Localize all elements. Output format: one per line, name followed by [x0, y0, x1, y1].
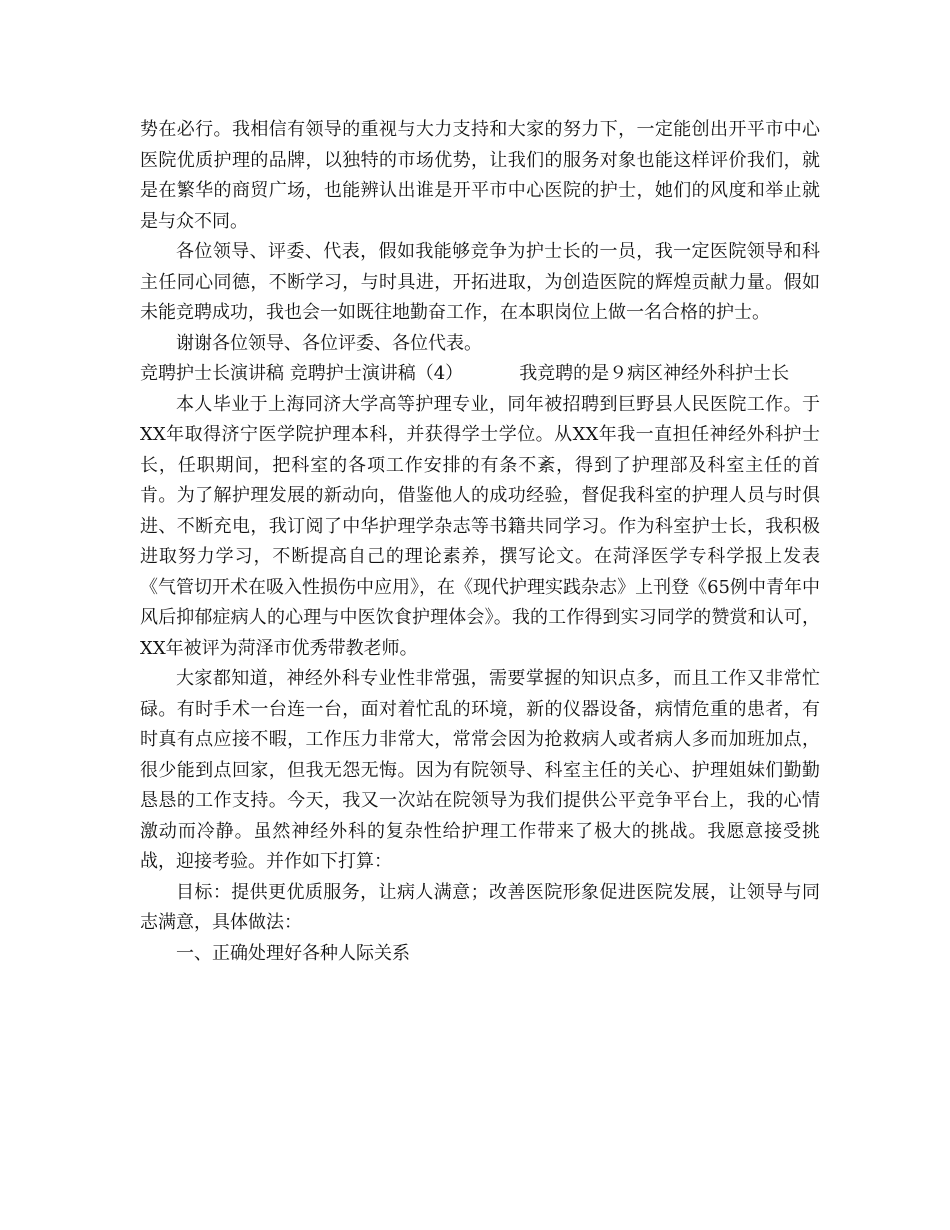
paragraph-1: 势在必行。我相信有领导的重视与大力支持和大家的努力下，一定能创出开平市中心医院优质护理的品牌，以独特的市场优势，让我们的服务对象也能这样评价我们，就是在繁华的商贸广场，也能辨认出谁是开平市中心医院的护士，她们的风度和举止就是与众不同。 — [140, 119, 820, 232]
paragraph-6: 目标：提供更优质服务，让病人满意；改善医院形象促进医院发展，让领导与同志满意，具体做法： — [140, 881, 820, 933]
paragraph-7: 一、正确处理好各种人际关系 — [176, 942, 410, 964]
section-title: 竞聘护士长演讲稿 竞聘护士演讲稿（4） — [140, 363, 464, 384]
section-heading — [140, 359, 820, 390]
paragraph-3: 谢谢各位领导、各位评委、各位代表。 — [176, 332, 482, 354]
paragraph-2: 各位领导、评委、代表，假如我能够竞争为护士长的一员，我一定医院领导和科主任同心同德，不断学习，与时具进，开拓进取，为创造医院的辉煌贡献力量。假如未能竞聘成功，我也会一如既往地勤奋工作，在本职岗位上做一名合格的护士。 — [140, 241, 820, 323]
section-subtitle: 我竞聘的是９病区神经外科护士长 — [519, 363, 790, 384]
document-body — [140, 115, 820, 969]
paragraph-5: 大家都知道，神经外科专业性非常强，需要掌握的知识点多，而且工作又非常忙碌。有时手术一台连一台，面对着忙乱的环境，新的仪器设备，病情危重的患者，有时真有点应接不暇，工作压力非常大，常常会因为抢救病人或者病人多而加班加点，很少能到点回家，但我无怨无悔。因为有院领导、科室主任的关心、护理姐妹们勤勤恳恳的工作支持。今天，我又一次站在院领导为我们提供公平竞争平台上，我的心情激动而冷静。虽然神经外科的复杂性给护理工作带来了极大的挑战。我愿意接受挑战，迎接考验。并作如下打算： — [140, 668, 820, 872]
paragraph-4: 本人毕业于上海同济大学高等护理专业，同年被招聘到巨野县人民医院工作。于XX年取得济宁医学院护理本科，并获得学士学位。从XX年我一直担任神经外科护士长，任职期间，把科室的各项工作安排的有条不紊，得到了护理部及科室主任的首肯。为了解护理发展的新动向，借鉴他人的成功经验，督促我科室的护理人员与时俱进、不断充电，我订阅了中华护理学杂志等书籍共同学习。作为科室护士长，我积极进取努力学习，不断提高自己的理论素养，撰写论文。在菏泽医学专科学报上发表《气管切开术在吸入性损伤中应用》，在《现代护理实践杂志》上刊登《65例中青年中风后抑郁症病人的心理与中医饮食护理体会》。我的工作得到实习同学的赞赏和认可，XX年被评为菏泽市优秀带教老师。 — [140, 393, 820, 659]
